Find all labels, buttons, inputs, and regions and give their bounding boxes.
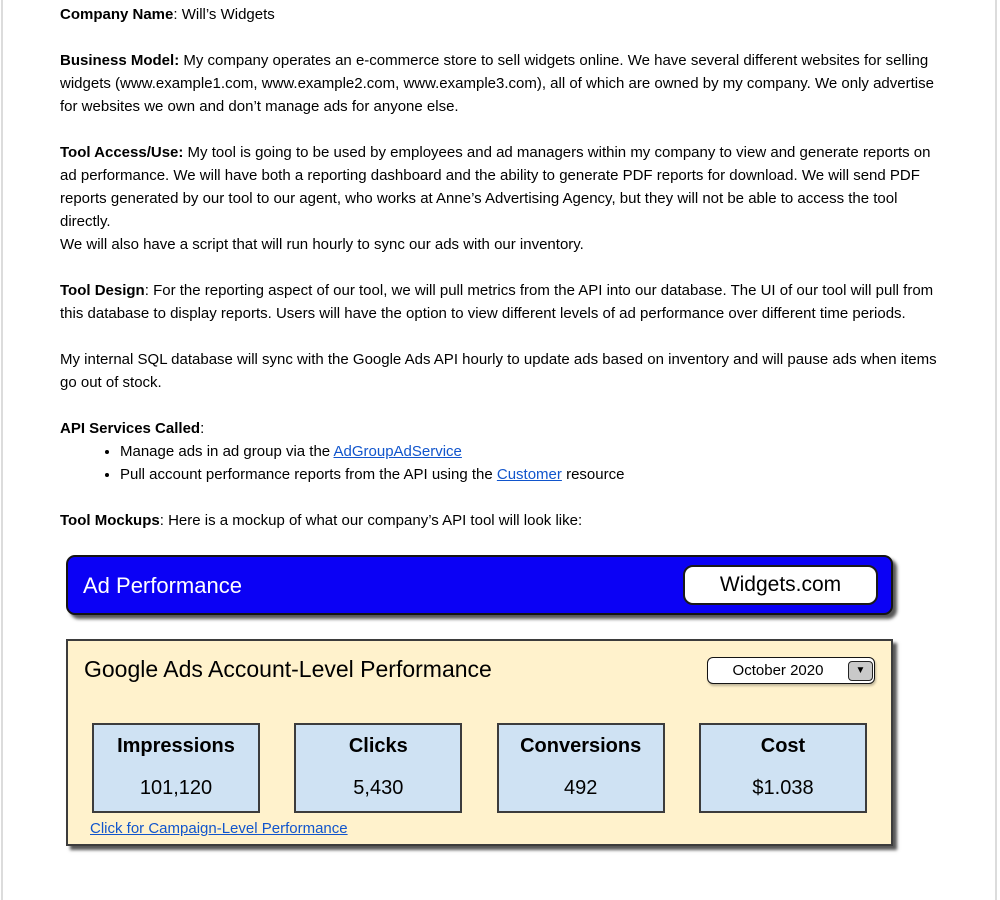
metric-label: Conversions bbox=[520, 735, 642, 757]
chevron-down-icon: ▼ bbox=[855, 664, 866, 676]
metric-value: 5,430 bbox=[353, 777, 404, 799]
metric-card-conversions bbox=[497, 723, 665, 813]
metric-cards-row bbox=[92, 723, 867, 813]
list-item bbox=[120, 440, 942, 463]
month-dropdown-value: October 2020 bbox=[732, 662, 824, 679]
paragraph-tool-design bbox=[60, 279, 942, 325]
campaign-level-link[interactable]: Click for Campaign-Level Performance bbox=[90, 820, 348, 837]
performance-panel bbox=[66, 639, 893, 846]
business-model-label: Business Model: bbox=[60, 52, 180, 69]
api-services-label: API Services Called bbox=[60, 420, 201, 437]
paragraph-api-services bbox=[60, 417, 942, 440]
adgroupadservice-link[interactable]: AdGroupAdService bbox=[333, 443, 462, 460]
tool-design-text: : For the reporting aspect of our tool, we will pull metrics from the API into our database. The UI of our tool will pull from this database to display reports. Users will have the option to view different levels of ad performance over different time periods. bbox=[60, 282, 934, 322]
tool-mockups-text: : Here is a mockup of what our company’s API tool will look like: bbox=[159, 512, 583, 529]
sql-sync-text: My internal SQL database will sync with the Google Ads API hourly to update ads based on inventory and will pause ads when items go out of stock. bbox=[60, 351, 937, 391]
bullet-1-text: Manage ads in ad group via the bbox=[120, 443, 334, 460]
metric-label: Cost bbox=[760, 735, 806, 757]
metric-card-impressions bbox=[92, 723, 260, 813]
paragraph-sql-sync bbox=[60, 348, 942, 394]
tool-access-line2: We will also have a script that will run hourly to sync our ads with our inventory. bbox=[60, 236, 584, 253]
month-dropdown[interactable] bbox=[707, 657, 875, 684]
metric-value: 101,120 bbox=[139, 777, 213, 799]
paragraph-tool-mockups bbox=[60, 509, 942, 532]
paragraph-tool-access bbox=[60, 141, 942, 256]
business-model-text: My company operates an e-commerce store to sell widgets online. We have several different websites for selling widgets (www.example1.com, www.example2.com, www.example3.com), all of which are owned by my company. We only advertise for websites we own and don’t manage ads for anyone else. bbox=[60, 52, 934, 115]
tool-access-label: Tool Access/Use: bbox=[60, 144, 184, 161]
paragraph-business-model bbox=[60, 49, 942, 118]
mockup-header-title: Ad Performance bbox=[83, 572, 242, 598]
company-name-value: : Will’s Widgets bbox=[173, 6, 275, 23]
metric-label: Impressions bbox=[117, 735, 235, 757]
metric-value: 492 bbox=[563, 777, 598, 799]
company-name-label: Company Name bbox=[60, 6, 174, 23]
metric-value: $1.038 bbox=[752, 777, 814, 799]
metric-card-clicks bbox=[294, 723, 462, 813]
tool-design-label: Tool Design bbox=[60, 282, 145, 299]
tool-mockups-label: Tool Mockups bbox=[60, 512, 160, 529]
metric-card-cost bbox=[699, 723, 867, 813]
dropdown-arrow-button[interactable] bbox=[848, 661, 873, 681]
api-services-colon: : bbox=[200, 420, 205, 437]
customer-link[interactable]: Customer bbox=[496, 466, 562, 483]
page-left-edge bbox=[1, 0, 3, 900]
document-body bbox=[60, 3, 942, 846]
mockup-header-bar bbox=[66, 555, 893, 615]
paragraph-company-name bbox=[60, 3, 942, 26]
list-item bbox=[120, 463, 942, 486]
bullet-2-text: Pull account performance reports from the API using the bbox=[120, 466, 497, 483]
metric-label: Clicks bbox=[348, 735, 408, 757]
bullet-2-post: resource bbox=[561, 466, 625, 483]
api-services-list bbox=[60, 440, 942, 486]
widgets-site-button[interactable]: Widgets.com bbox=[683, 565, 878, 605]
page-right-edge bbox=[995, 0, 997, 900]
panel-title: Google Ads Account-Level Performance bbox=[84, 656, 492, 682]
tool-access-text: My tool is going to be used by employees and ad managers within my company to view and generate reports on ad performance. We will have both a reporting dashboard and the ability to generate PDF reports for download. We will send PDF reports generated by our tool to our agent, who works at Anne’s Advertising Agency, but they will not be able to access the tool directly. bbox=[60, 144, 931, 230]
